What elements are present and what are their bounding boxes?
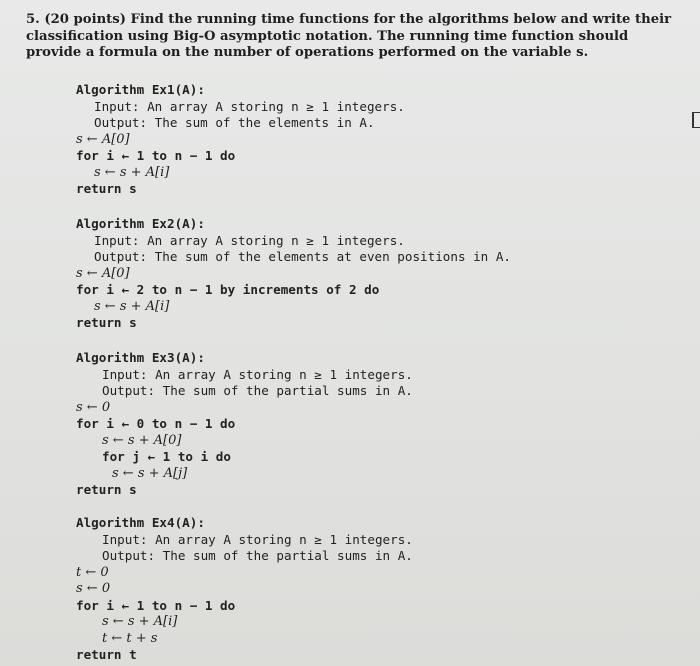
algorithm-ex2 <box>76 216 676 332</box>
code-line: for i ← 1 to n − 1 do <box>76 148 236 163</box>
question-body: (20 points) Find the running time functions for the algorithms below and write their classification using Big-O asymptotic notation. The running time function should provide a formula on the number of operations performed on the variable s. <box>26 12 672 60</box>
algorithm-input: Input: An array A storing n ≥ 1 integers. <box>102 366 413 382</box>
code-line: s ← s + A[0] <box>102 432 182 448</box>
algorithm-output: Output: The sum of the partial sums in A. <box>102 548 413 563</box>
code-line: s ← 0 <box>76 581 111 596</box>
code-line: for i ← 2 to n − 1 by increments of 2 do <box>76 282 380 297</box>
algorithm-input: Input: An array A storing n ≥ 1 integers. <box>102 531 413 547</box>
question-text: 5. <box>26 12 40 27</box>
algorithm-header: Algorithm Ex1(A): <box>76 82 205 97</box>
code-line: return t <box>76 647 137 662</box>
bracket-mark <box>692 112 700 128</box>
code-line: for i ← 0 to n − 1 do <box>76 416 236 431</box>
algorithm-ex1 <box>76 82 676 198</box>
code-line: s ← 0 <box>76 399 111 415</box>
question-prompt <box>26 12 686 62</box>
code-line: return s <box>76 482 137 497</box>
algorithm-header: Algorithm Ex3(A): <box>76 350 205 365</box>
code-line: s ← s + A[j] <box>112 465 188 481</box>
code-line: s ← A[0] <box>76 131 130 147</box>
code-line: for j ← 1 to i do <box>102 449 231 464</box>
code-line: s ← A[0] <box>76 265 130 281</box>
code-line: t ← 0 <box>76 564 109 580</box>
algorithm-header: Algorithm Ex2(A): <box>76 216 205 231</box>
code-line: s ← s + A[i] <box>94 298 170 314</box>
code-line: return s <box>76 315 137 330</box>
algorithm-ex4 <box>76 515 676 664</box>
algorithm-output: Output: The sum of the partial sums in A. <box>102 383 413 398</box>
algorithm-input: Input: An array A storing n ≥ 1 integers. <box>94 232 405 248</box>
algorithm-ex3 <box>76 350 676 499</box>
algorithm-output: Output: The sum of the elements at even positions in A. <box>94 249 512 264</box>
algorithm-header: Algorithm Ex4(A): <box>76 515 205 530</box>
code-line: return s <box>76 181 137 196</box>
code-line: t ← t + s <box>102 630 158 646</box>
code-line: s ← s + A[i] <box>94 164 170 180</box>
code-line: s ← s + A[i] <box>102 614 178 629</box>
algorithm-output: Output: The sum of the elements in A. <box>94 115 375 130</box>
code-line: for i ← 1 to n − 1 do <box>76 597 236 613</box>
algorithm-input: Input: An array A storing n ≥ 1 integers. <box>94 98 405 114</box>
